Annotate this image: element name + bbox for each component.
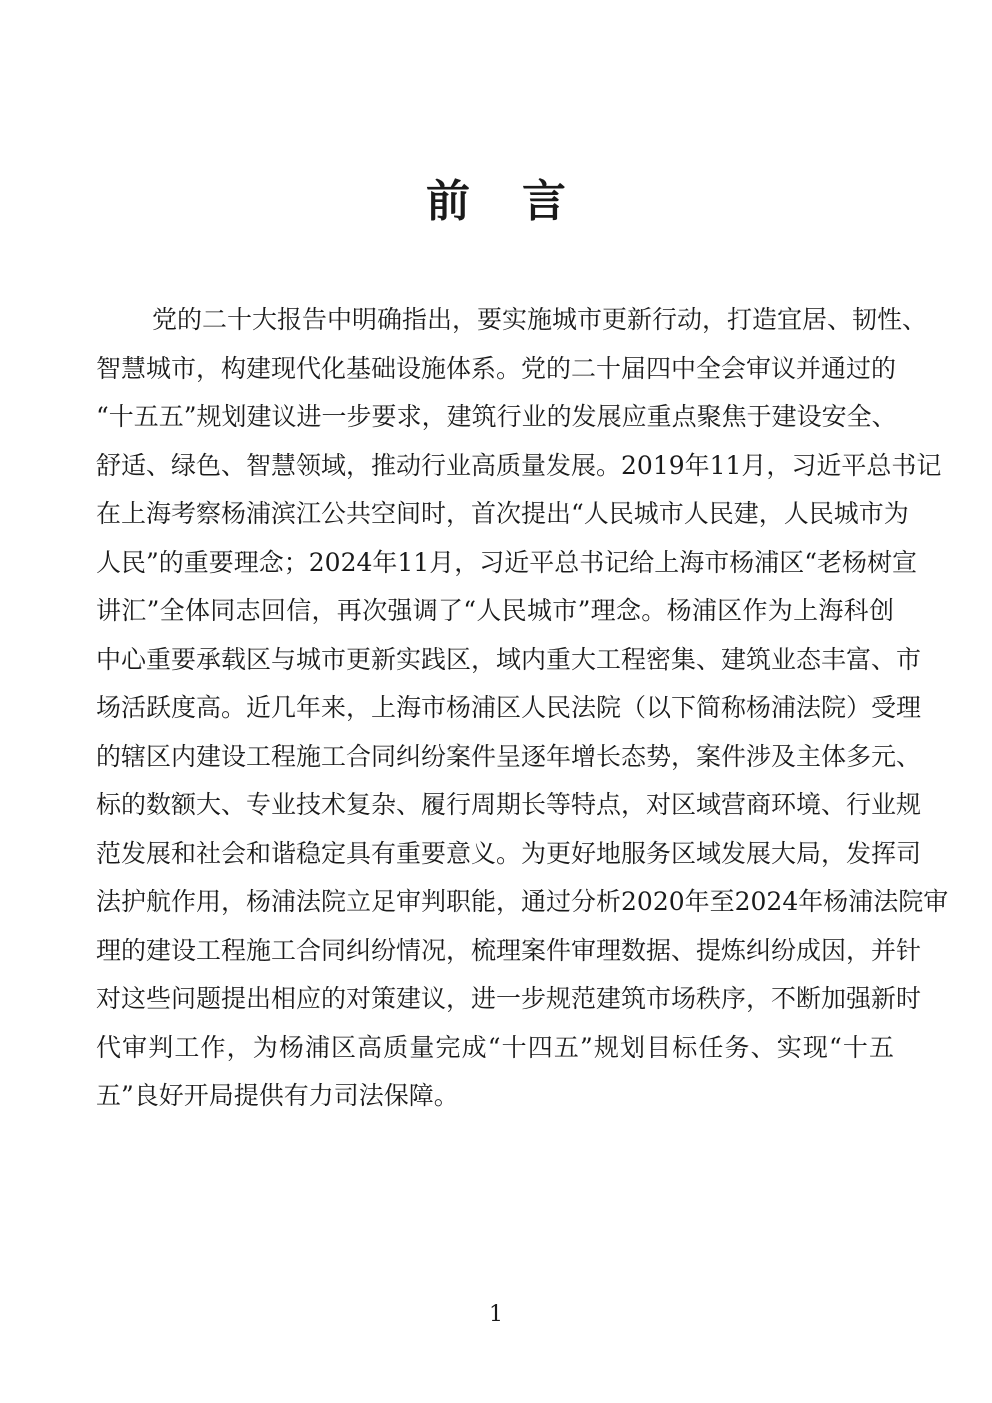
paragraph-line: 人民”的重要理念；2024年11月，习近平总书记给上海市杨浦区“老杨树宣 xyxy=(96,547,917,577)
preface-paragraph xyxy=(96,296,949,1121)
paragraph-line: 中心重要承载区与城市更新实践区，域内重大工程密集、建筑业态丰富、市 xyxy=(96,644,922,674)
paragraph-line: 讲汇”全体同志回信，再次强调了“人民城市”理念。杨浦区作为上海科创 xyxy=(96,596,894,625)
paragraph-line: 法护航作用，杨浦法院立足审判职能，通过分析2020年至2024年杨浦法院审 xyxy=(96,887,949,916)
paragraph-line: 代审判工作，为杨浦区高质量完成“十四五”规划目标任务、实现“十五 xyxy=(96,1032,894,1062)
page-title xyxy=(0,172,992,232)
paragraph-line: 智慧城市，构建现代化基础设施体系。党的二十届四中全会审议并通过的 xyxy=(96,353,897,383)
paragraph-line: 对这些问题提出相应的对策建议，进一步规范建筑市场秩序，不断加强新时 xyxy=(96,984,922,1013)
title-char-1: 前 xyxy=(426,176,470,227)
paragraph-line: 标的数额大、专业技术复杂、履行周期长等特点，对区域营商环境、行业规 xyxy=(96,790,922,819)
paragraph-line: 的辖区内建设工程施工合同纠纷案件呈逐年增长态势，案件涉及主体多元、 xyxy=(96,741,922,771)
page-number: 1 xyxy=(489,1302,503,1327)
paragraph-line: 五”良好开局提供有力司法保障。 xyxy=(96,1081,459,1110)
paragraph-line: 舒适、绿色、智慧领域，推动行业高质量发展。2019年11月，习近平总书记 xyxy=(96,450,942,480)
paragraph-line: “十五五”规划建议进一步要求，建筑行业的发展应重点聚焦于建设安全、 xyxy=(96,402,897,431)
paragraph-line: 场活跃度高。近几年来，上海市杨浦区人民法院（以下简称杨浦法院）受理 xyxy=(96,693,922,722)
paragraph-line: 党的二十大报告中明确指出，要实施城市更新行动，打造宜居、韧性、 xyxy=(152,305,928,334)
paragraph-line: 在上海考察杨浦滨江公共空间时，首次提出“人民城市人民建，人民城市为 xyxy=(96,499,909,528)
paragraph-line: 范发展和社会和谐稳定具有重要意义。为更好地服务区域发展大局，发挥司 xyxy=(96,838,922,868)
title-char-2: 言 xyxy=(522,176,566,227)
paragraph-line: 理的建设工程施工合同纠纷情况，梳理案件审理数据、提炼纠纷成因，并针 xyxy=(96,935,922,965)
